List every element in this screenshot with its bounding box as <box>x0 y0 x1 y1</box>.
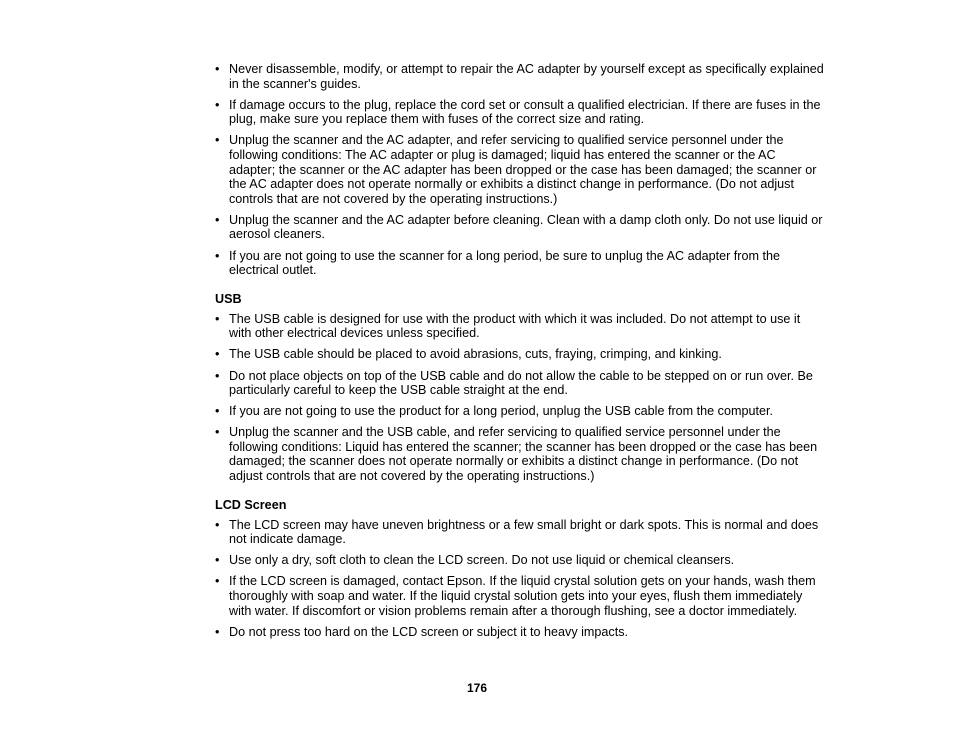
bullet-icon: • <box>215 517 220 532</box>
bullet-icon: • <box>215 347 220 362</box>
usb-bullet-list <box>215 312 825 484</box>
usb-heading: USB <box>215 291 242 306</box>
bullet-icon: • <box>215 248 220 263</box>
list-item: • Do not press too hard on the LCD screen or subject it to heavy impacts. <box>215 624 629 639</box>
list-item: • Unplug the scanner and the AC adapter, and refer servicing to qualified service personnel under the following conditions: The AC adapter or plug is damaged; liquid has entered the scanner or the AC adapter; the scanner or the AC adapter has been dropped or the case has been damaged; the scanner or the AC adapter does not operate normally or exhibits a distinct change in performance. (Do not adjust controls that are not covered by the operating instructions.) <box>215 133 817 206</box>
lcd-screen-heading: LCD Screen <box>215 497 287 512</box>
bullet-icon: • <box>215 553 220 568</box>
ac-adapter-bullet-list <box>215 62 825 278</box>
list-item: • If you are not going to use the scanner for a long period, be sure to unplug the AC adapter from the electrical outlet. <box>215 248 780 278</box>
bullet-icon: • <box>215 404 220 419</box>
bullet-icon: • <box>215 368 220 383</box>
list-item: • If you are not going to use the product for a long period, unplug the USB cable from the computer. <box>215 404 773 419</box>
bullet-icon: • <box>215 311 220 326</box>
page-content <box>215 62 825 646</box>
bullet-icon: • <box>215 574 220 589</box>
list-item: • If damage occurs to the plug, replace the cord set or consult a qualified electrician. If there are fuses in the plug, make sure you replace them with fuses of the correct size and rating. <box>215 97 821 127</box>
list-item: • The USB cable should be placed to avoid abrasions, cuts, fraying, crimping, and kinking. <box>215 347 722 362</box>
list-item: • Do not place objects on top of the USB cable and do not allow the cable to be stepped on or run over. Be particularly careful to keep the USB cable straight at the end. <box>215 368 813 398</box>
bullet-icon: • <box>215 97 220 112</box>
list-item: • If the LCD screen is damaged, contact Epson. If the liquid crystal solution gets on your hands, wash them thoroughly with soap and water. If the liquid crystal solution gets into your eyes, flush them immediately with water. If discomfort or vision problems remain after a thorough flushing, see a doctor immediately. <box>215 574 816 618</box>
list-item: • The USB cable is designed for use with the product with which it was included. Do not attempt to use it with other electrical devices unless specified. <box>215 311 801 341</box>
lcd-bullet-list <box>215 518 825 640</box>
list-item: • Use only a dry, soft cloth to clean the LCD screen. Do not use liquid or chemical cleansers. <box>215 553 735 568</box>
bullet-icon: • <box>215 624 220 639</box>
list-item: • Never disassemble, modify, or attempt to repair the AC adapter by yourself except as specifically explained in the scanner's guides. <box>215 62 824 91</box>
list-item: • Unplug the scanner and the AC adapter before cleaning. Clean with a damp cloth only. Do not use liquid or aerosol cleaners. <box>215 212 823 242</box>
page-number: 176 <box>466 681 488 695</box>
bullet-icon: • <box>215 62 220 76</box>
bullet-icon: • <box>215 133 220 148</box>
list-item: • The LCD screen may have uneven brightness or a few small bright or dark spots. This is normal and does not indicate damage. <box>215 517 819 547</box>
bullet-icon: • <box>215 212 220 227</box>
list-item: • Unplug the scanner and the USB cable, and refer servicing to qualified service personnel under the following conditions: Liquid has entered the scanner; the scanner has been dropped or the case has been damaged; the scanner does not operate normally or exhibits a distinct change in performance. (Do not adjust controls that are not covered by the operating instructions.) <box>215 425 818 484</box>
bullet-icon: • <box>215 425 220 440</box>
